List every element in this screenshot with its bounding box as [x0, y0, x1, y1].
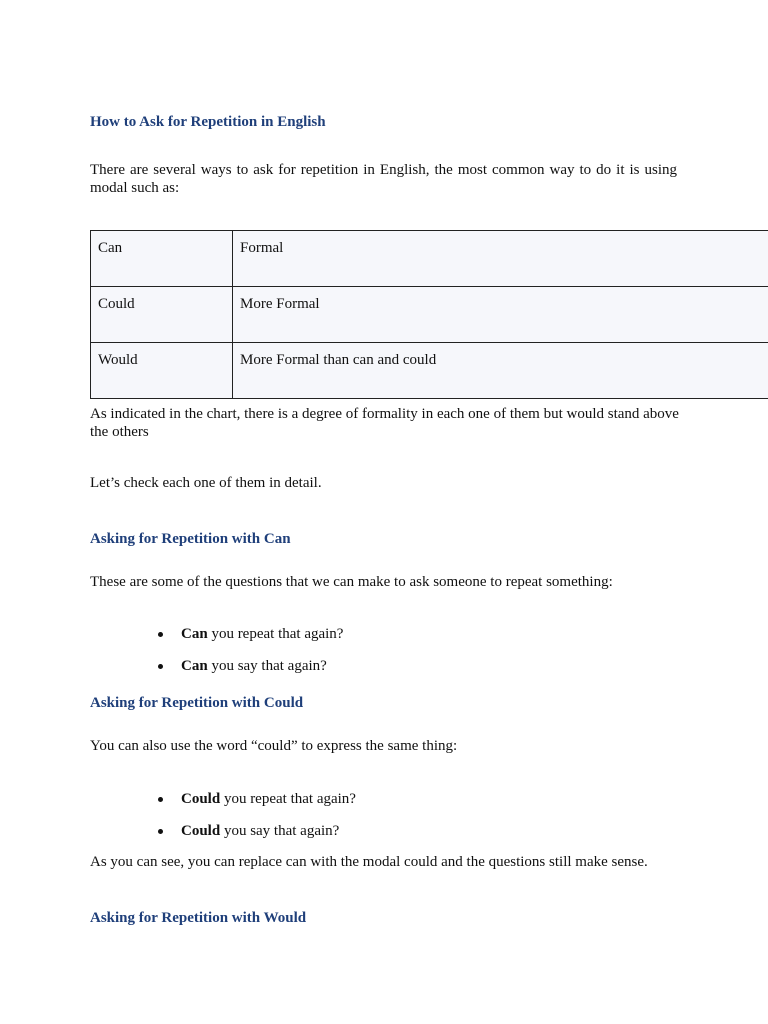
section-can-paragraph: These are some of the questions that we can make to ask someone to repeat something: — [90, 574, 613, 590]
list-item-text: you say that again? — [207, 658, 327, 674]
check-detail-paragraph: Let’s check each one of them in detail. — [90, 475, 322, 491]
section-could-paragraph: You can also use the word “could” to express the same thing: — [90, 738, 458, 754]
list-item-keyword: Could — [181, 791, 221, 807]
bullet-icon — [158, 632, 163, 637]
section-heading-would: Asking for Repetition with Would — [90, 910, 307, 926]
could-note-paragraph: As you can see, you can replace can with the modal could and the questions still make sense. — [90, 854, 648, 870]
table-cell-formality: Formal — [233, 231, 768, 287]
section-heading-can: Asking for Repetition with Can — [90, 531, 291, 547]
table-row — [91, 231, 768, 287]
list-item — [158, 625, 343, 657]
section-heading-could: Asking for Repetition with Could — [90, 695, 304, 711]
table-row — [91, 287, 768, 343]
bullet-icon — [158, 829, 163, 834]
list-item-text: you repeat that again? — [220, 791, 356, 807]
could-question-list — [158, 790, 356, 854]
list-item — [158, 790, 356, 822]
table-cell-formality: More Formal — [233, 287, 768, 343]
list-item-keyword: Can — [181, 626, 208, 642]
list-item — [158, 822, 356, 854]
page-title: How to Ask for Repetition in English — [90, 114, 326, 130]
can-question-list — [158, 625, 343, 689]
list-item-text: you say that again? — [220, 823, 340, 839]
table-cell-formality: More Formal than can and could — [233, 343, 768, 399]
bullet-icon — [158, 797, 163, 802]
bullet-icon — [158, 664, 163, 669]
list-item-text: you repeat that again? — [207, 626, 344, 642]
table-cell-modal: Could — [91, 287, 233, 343]
modal-formality-table — [90, 230, 768, 399]
list-item-keyword: Could — [181, 823, 221, 839]
list-item-keyword: Can — [181, 658, 208, 674]
table-row — [91, 343, 768, 399]
table-cell-modal: Can — [91, 231, 233, 287]
after-table-paragraph: As indicated in the chart, there is a degree of formality in each one of them but would stand above the others — [90, 406, 679, 440]
table-cell-modal: Would — [91, 343, 233, 399]
list-item — [158, 657, 343, 689]
intro-paragraph: There are several ways to ask for repetition in English, the most common way to do it is using modal such as: — [90, 162, 677, 196]
